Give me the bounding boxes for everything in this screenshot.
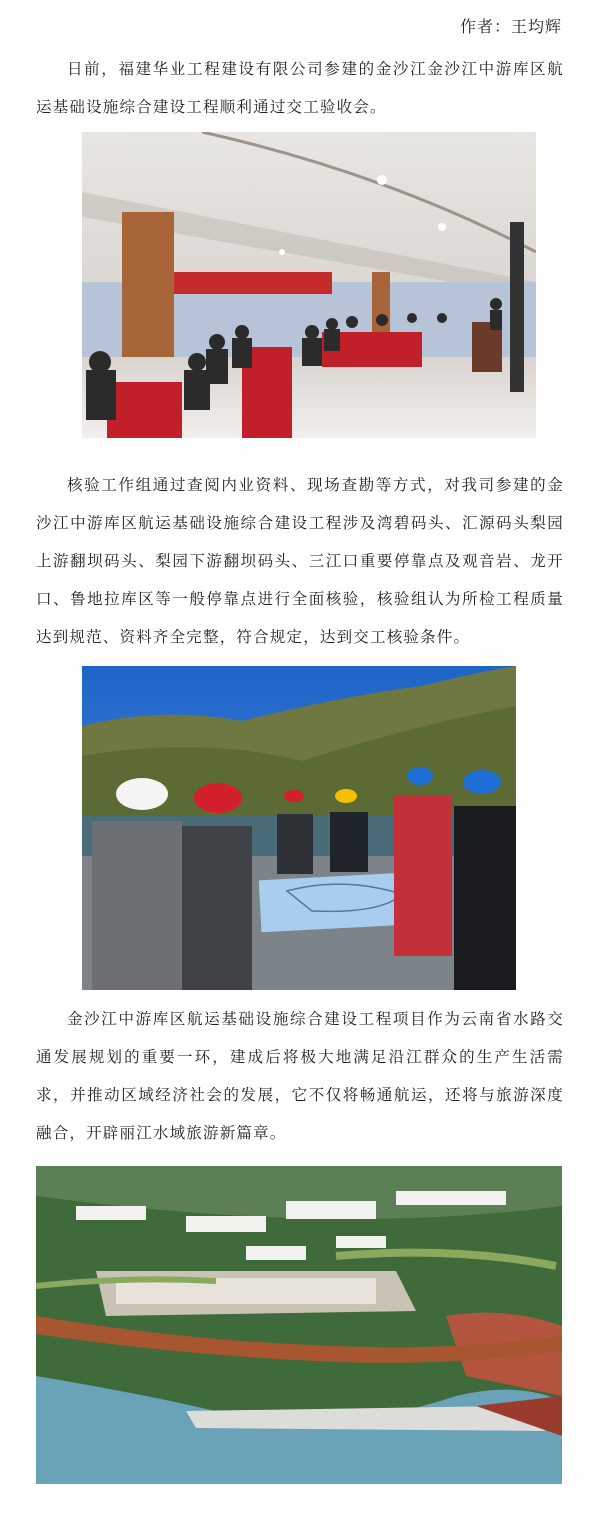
meeting-room-photo (82, 132, 536, 438)
site-inspection-photo (82, 666, 516, 990)
paragraph-intro: 日前，福建华业工程建设有限公司参建的金沙江金沙江中游库区航运基础设施综合建设工程顺利通过交工验收会。 (36, 60, 564, 116)
aerial-port-photo (36, 1166, 562, 1484)
paragraph-significance: 金沙江中游库区航运基础设施综合建设工程项目作为云南省水路交通发展规划的重要一环，建成后将极大地满足沿江群众的生产生活需求，并推动区域经济社会的发展，它不仅将畅通航运，还将与旅游深度融合，开辟丽江水域旅游新篇章。 (36, 1010, 564, 1142)
paragraph-inspection: 核验工作组通过查阅内业资料、现场查勘等方式，对我司参建的金沙江中游库区航运基础设施综合建设工程涉及湾碧码头、汇源码头梨园上游翻坝码头、梨园下游翻坝码头、三江口重要停靠点及观音岩、龙开口、鲁地拉库区等一般停靠点进行全面核验，核验组认为所检工程质量达到规范、资料齐全完整，符合规定，达到交工核验条件。 (36, 476, 564, 646)
author-line: 作者：王均辉 (459, 17, 562, 36)
